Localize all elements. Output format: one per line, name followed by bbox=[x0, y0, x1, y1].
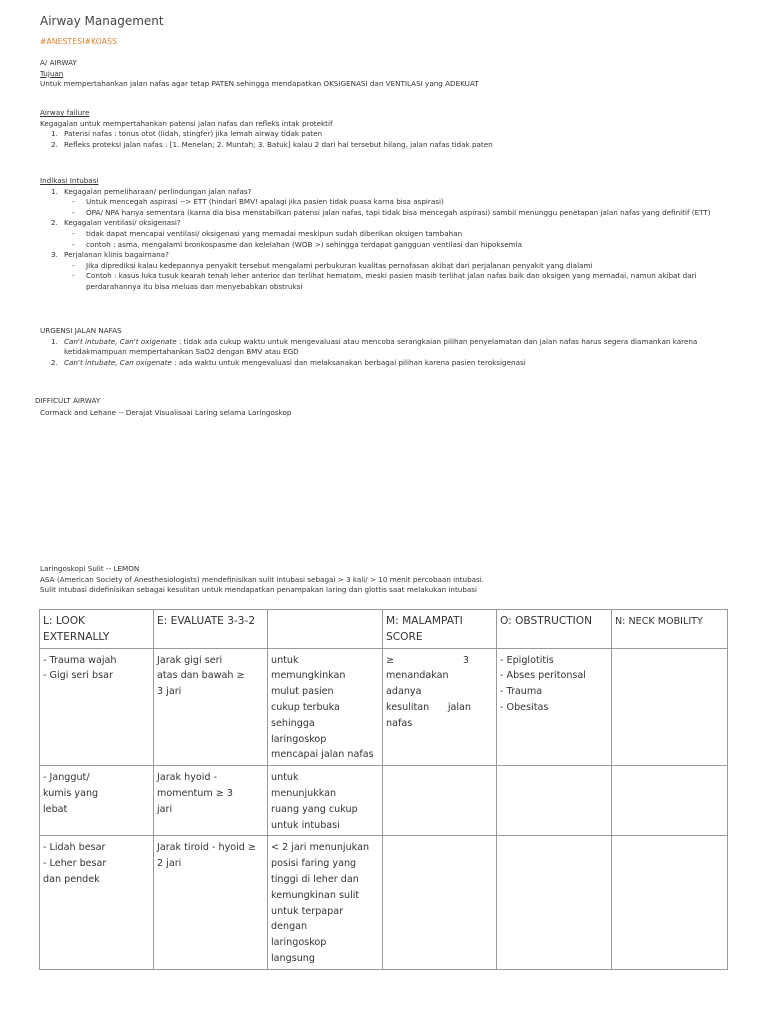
list-item-continuation: ketidakmampuan mempertahankan SaO2 dengan BMV atau EGD bbox=[64, 347, 299, 357]
sub-item: - contoh : asma, mengalami bronkospasme dan kelelahan (WOB >) sehingga terdapat gangguan ventilasi dan hipoksemia bbox=[72, 239, 523, 249]
urgensi-heading: URGENSI JALAN NAFAS bbox=[40, 326, 122, 335]
failure-intro: Kegagalan untuk mempertahankan patensi jalan nafas dan refleks intak protektif bbox=[40, 118, 333, 128]
table-cell bbox=[612, 766, 728, 836]
lemon-table bbox=[39, 609, 728, 970]
header-look: L: LOOK EXTERNALLY bbox=[40, 610, 154, 649]
table-cell: - Janggut/ kumis yang lebat bbox=[40, 766, 154, 836]
list-item: 1. Kegagalan pemeliharaan/ perlindungan jalan nafas? bbox=[51, 186, 252, 196]
header-malampati: M: MALAMPATI SCORE bbox=[383, 610, 497, 649]
header-neck-mobility: N: NECK MOBILITY bbox=[612, 610, 728, 649]
table-row bbox=[40, 836, 728, 969]
table-cell: untuk memungkinkan mulut pasien cukup terbuka sehingga laringoskop mencapai jalan nafas bbox=[268, 648, 383, 766]
indikasi-section bbox=[40, 176, 711, 293]
list-item: 2. Kegagalan ventilasi/ oksigenasi? bbox=[51, 218, 181, 228]
table-cell bbox=[497, 766, 612, 836]
table-cell: Jarak gigi seri atas dan bawah ≥ 3 jari bbox=[154, 648, 268, 766]
table-cell: < 2 jari menunjukan posisi faring yang tinggi di leher dan kemungkinan sulit untuk terpapar dengan laringoskop langsung bbox=[268, 836, 383, 969]
list-item: 1. Can't intubate, Can't oxigenate : tidak ada cukup waktu untuk mengevaluasi atau mencoba serangkaian pilihan penyelamatan dan jalan nafas harus segera diamankan karena bbox=[51, 336, 698, 346]
list-item: 3. Perjalanan klinis bagaimana? bbox=[51, 250, 169, 260]
difficult-line: Cormack and Lehane -- Derajat Visualisaai Laring selama Laringoskop bbox=[40, 408, 292, 417]
table-cell: untuk menunjukkan ruang yang cukup untuk intubasi bbox=[268, 766, 383, 836]
difficult-heading: DIFFICULT AIRWAY bbox=[35, 396, 101, 405]
list-item: 1. Patensi nafas : tonus otot (lidah, stingfer) jika lemah airway tidak paten bbox=[51, 129, 323, 139]
tujuan-text: Untuk mempertahankan jalan nafas agar tetap PATEN sehingga mendapatkan OKSIGENASI dan VENTILASI yang ADEKUAT bbox=[40, 79, 479, 89]
sub-item: - Untuk mencegah aspirasi --> ETT (hindari BMV! apalagi jika pasien tidak puasa karna bisa aspirasi) bbox=[72, 197, 444, 207]
table-cell bbox=[612, 648, 728, 766]
sub-item: - OPA/ NPA hanya sementara (karna dia bisa menstabilkan patensi jalan nafas, tapi tidak bisa mencegah aspirasi) sambil menunggu penetapan jalan nafas yang definitif (ETT) bbox=[72, 207, 711, 217]
table-cell: ≥ 3 menandakan adanya kesulitan jalan nafas bbox=[383, 648, 497, 766]
laringoskopi-line2: ASA (American Society of Anesthesiologists) mendefinisikan sulit intubasi sebagai > 3 kali/ > 10 menit percobaan intubasi. bbox=[40, 574, 485, 584]
table-cell bbox=[383, 836, 497, 969]
urgensi-section bbox=[40, 326, 697, 368]
header-blank bbox=[268, 610, 383, 649]
laringoskopi-section bbox=[40, 564, 484, 596]
sub-item: - Jika diprediksi kalau kedepannya penyakit tersebut mengalami perbukuran kualitas pernafasan akibat dari perjalanan penyakit yang dialami bbox=[72, 260, 593, 270]
table-row bbox=[40, 766, 728, 836]
airway-section bbox=[40, 58, 479, 90]
airway-failure-section bbox=[40, 108, 493, 150]
page-title: Airway Management bbox=[40, 14, 164, 28]
table-cell: - Epiglotitis - Abses peritonsal - Trauma - Obesitas bbox=[497, 648, 612, 766]
table-cell: - Trauma wajah - Gigi seri bsar bbox=[40, 648, 154, 766]
table-row bbox=[40, 648, 728, 766]
header-evaluate: E: EVALUATE 3-3-2 bbox=[154, 610, 268, 649]
tujuan-label: Tujuan bbox=[40, 68, 64, 78]
failure-label: Airway failure bbox=[40, 108, 90, 117]
laringoskopi-line1: Laringoskopi Sulit -- LEMON bbox=[40, 564, 140, 573]
table-header-row bbox=[40, 610, 728, 649]
sub-item: - tidak dapat mencapai ventilasi/ oksigenasi yang memadai meskipun sudah diberikan oksigen tambahan bbox=[72, 228, 463, 238]
sub-item: - Contoh : kasus luka tusuk kearah tenah leher anterior dan terlihat hematom, meski pasien masih terlihat jalan nafas baik dan oksigen yang memadai, namun akibat dari bbox=[72, 271, 697, 281]
list-item: 2. Can't intubate, Can oxigenate : ada waktu untuk mengevaluasi dan melaksanakan berbagai pilihan karena pasien teroksigenasi bbox=[51, 357, 526, 367]
indikasi-label: Indikasi Intubasi bbox=[40, 176, 99, 185]
laringoskopi-line3: Sulit intubasi didefinisikan sebagai kesulitan untuk mendapatkan penampakan laring dan glottis saat melakukan intubasi bbox=[40, 585, 478, 595]
list-item: 2. Refleks proteksi jalan nafas : [1. Menelan; 2. Muntah; 3. Batuk] kalau 2 dari hal tersebut hilang, jalan nafas tidak paten bbox=[51, 139, 493, 149]
table-cell: Jarak hyoid - momentum ≥ 3 jari bbox=[154, 766, 268, 836]
table-cell bbox=[497, 836, 612, 969]
sub-item-continuation: perdarahannya itu bisa meluas dan menyebabkan obstruksi bbox=[86, 281, 303, 291]
table-cell: Jarak tiroid - hyoid ≥ 2 jari bbox=[154, 836, 268, 969]
table-cell bbox=[612, 836, 728, 969]
header-obstruction: O: OBSTRUCTION bbox=[497, 610, 612, 649]
table-cell: - Lidah besar - Leher besar dan pendek bbox=[40, 836, 154, 969]
airway-heading: A/ AIRWAY bbox=[40, 58, 77, 67]
tags: #ANESTESI#KOASS bbox=[40, 37, 118, 46]
table-cell bbox=[383, 766, 497, 836]
